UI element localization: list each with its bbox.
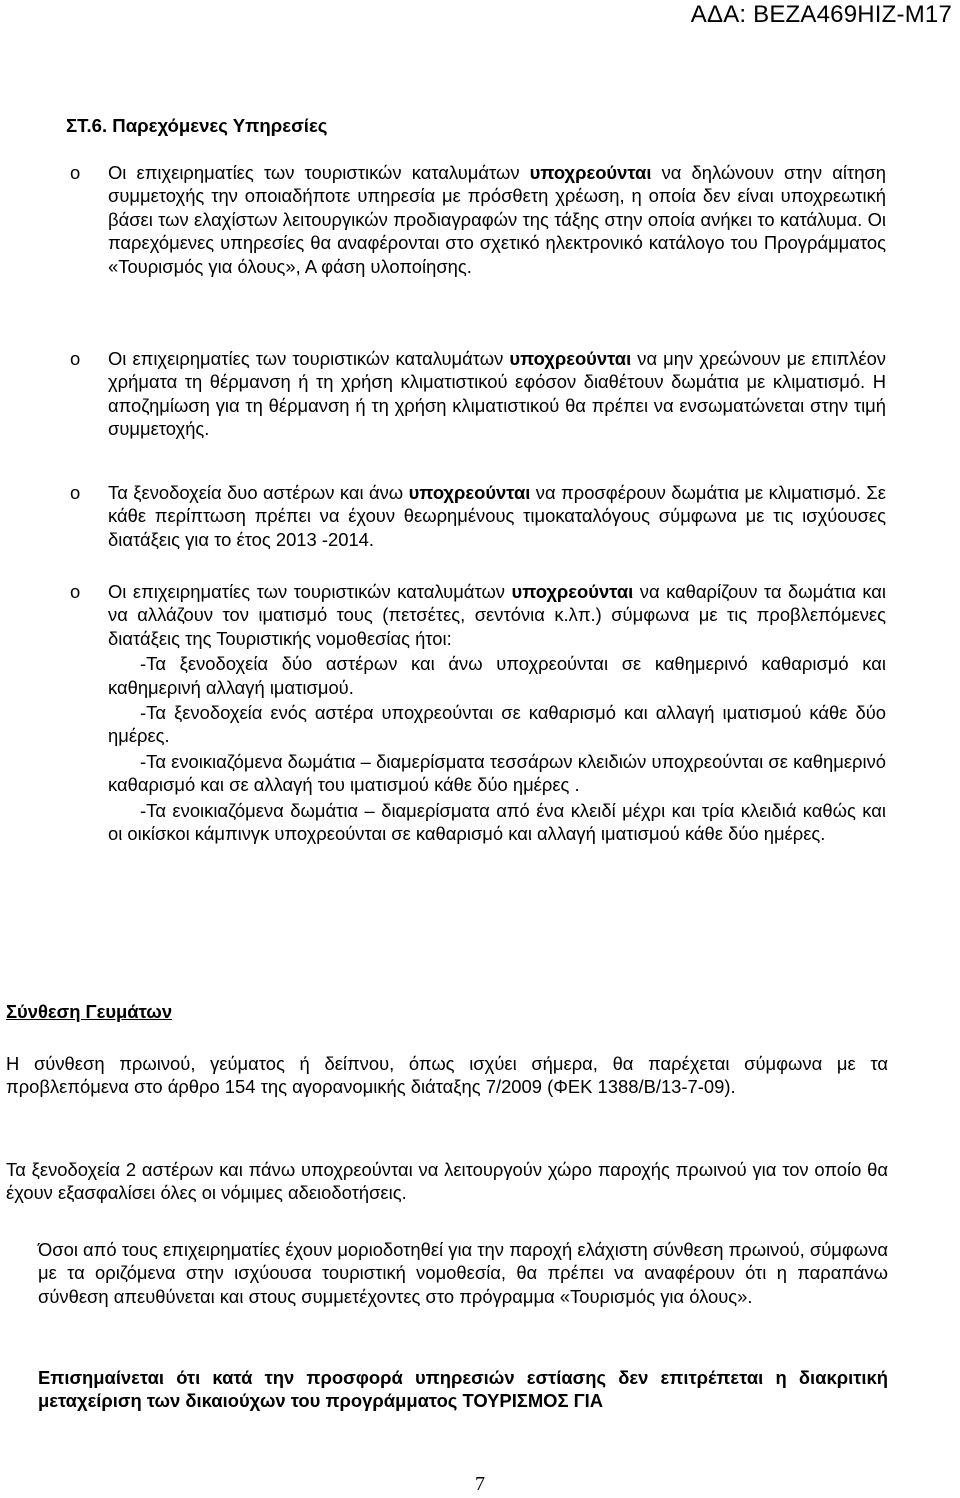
bullet-marker: o [70,581,81,602]
meals-heading: Σύνθεση Γευμάτων [6,1001,173,1022]
sub-item-four-key-rooms: -Τα ενοικιαζόμενα δωμάτια – διαμερίσματα τεσσάρων κλειδιών υποχρεούνται σε καθημερινό καθαρισμό και σε αλλαγή του ιματισμού κάθε δύο ημέρες . [108,750,886,796]
sub-item-two-star-hotels: -Τα ξενοδοχεία δύο αστέρων και άνω υποχρεούνται σε καθημερινό καθαρισμό και καθημερινή αλλαγή ιματισμού. [108,653,886,698]
sub-item-one-star-hotels: -Τα ξενοδοχεία ενός αστέρα υποχρεούνται σε καθαρισμό και αλλαγή ιματισμού κάθε δύο ημέρες. [108,702,886,747]
bullet-item-air-conditioning [70,481,886,551]
bullet-text: Τα ξενοδοχεία δυο αστέρων και άνω υποχρεούνται να προσφέρουν δωμάτια με κλιματισμό. Σε κάθε περίπτωση πρέπει να έχουν θεωρημένους τιμοκαταλόγους σύμφωνα με τις ισχύουσες διατάξεις για το έτος 2013 -2014. [108,482,886,550]
bullet-item-additional-services [70,161,886,278]
meals-paragraph-no-discrimination: Επισημαίνεται ότι κατά την προσφορά υπηρεσιών εστίασης δεν επιτρέπεται η διακριτική μεταχείριση των δικαιούχων του προγράμματος ΤΟΥΡΙΣΜΟΣ ΓΙΑ [38,1367,888,1412]
section-title: ΣΤ.6. Παρεχόμενες Υπηρεσίες [66,115,328,136]
meals-paragraph-minimum-breakfast: Όσοι από τους επιχειρηματίες έχουν μοριοδοτηθεί για την παροχή ελάχιστη σύνθεση πρωινού, σύμφωνα με τα οριζόμενα στην ισχύουσα τουριστική νομοθεσία, θα πρέπει να αναφέρουν ότι η παραπάνω σύνθεση απευθύνεται και στους συμμετέχοντες στο πρόγραμμα «Τουρισμός για όλους». [38,1239,888,1307]
bullet-text: Οι επιχειρηματίες των τουριστικών καταλυμάτων υποχρεούνται να μην χρεώνουν με επιπλέον χρήματα τη θέρμανση ή τη χρήση κλιματιστικού εφόσον διαθέτουν δωμάτια με κλιματισμό. Η αποζημίωση για τη θέρμανση ή τη χρήση κλιματιστικού θα πρέπει να ενσωματώνεται στην τιμή συμμετοχής. [108,348,886,440]
bullet-item-cleaning-linen [70,580,886,845]
bullet-marker: o [70,162,81,183]
sub-item-one-to-three-key-rooms: -Τα ενοικιαζόμενα δωμάτια – διαμερίσματα από ένα κλειδί μέχρι και τρία κλειδιά καθώς και οι οικίσκοι κάμπινγκ υποχρεούνται σε καθαρισμό και αλλαγή ιματισμού κάθε δύο ημέρες. [108,799,886,845]
bullet-marker: o [70,348,81,369]
page-number: 7 [475,1473,485,1495]
meals-paragraph-composition: Η σύνθεση πρωινού, γεύματος ή δείπνου, όπως ισχύει σήμερα, θα παρέχεται σύμφωνα με τα προβλεπόμενα στο άρθρο 154 της αγορανομικής διάταξης 7/2009 (ΦΕΚ 1388/Β/13-7-09). [6,1053,888,1098]
ada-code: ΑΔΑ: ΒΕΖΑ469ΗΙΖ-Μ17 [690,1,952,28]
bullet-text: Οι επιχειρηματίες των τουριστικών καταλυμάτων υποχρεούνται να δηλώνουν στην αίτηση συμμετοχής την οποιαδήποτε υπηρεσία με πρόσθετη χρέωση, η οποία δεν είναι υποχρεωτική βάσει των ελαχίστων λειτουργικών προδιαγραφών της τάξης στην οποία ανήκει το κατάλυμα. Οι παρεχόμενες υπηρεσίες θα αναφέρονται στο σχετικό ηλεκτρονικό κατάλογο του Προγράμματος «Τουρισμός για όλους», Α φάση υλοποίησης. [108,162,886,277]
bullet-item-heating-ac [70,347,886,441]
bullet-marker: o [70,482,81,503]
bullet-text: Οι επιχειρηματίες των τουριστικών καταλυμάτων υποχρεούνται να καθαρίζουν τα δωμάτια και να αλλάζουν τον ιματισμό τους (πετσέτες, σεντόνια κ.λπ.) σύμφωνα με τις προβλεπόμενες διατάξεις της Τουριστικής νομοθεσίας ήτοι: [108,581,887,649]
meals-paragraph-breakfast-area: Τα ξενοδοχεία 2 αστέρων και πάνω υποχρεούνται να λειτουργούν χώρο παροχής πρωινού για τον οποίο θα έχουν εξασφαλίσει όλες οι νόμιμες αδειοδοτήσεις. [6,1159,888,1204]
